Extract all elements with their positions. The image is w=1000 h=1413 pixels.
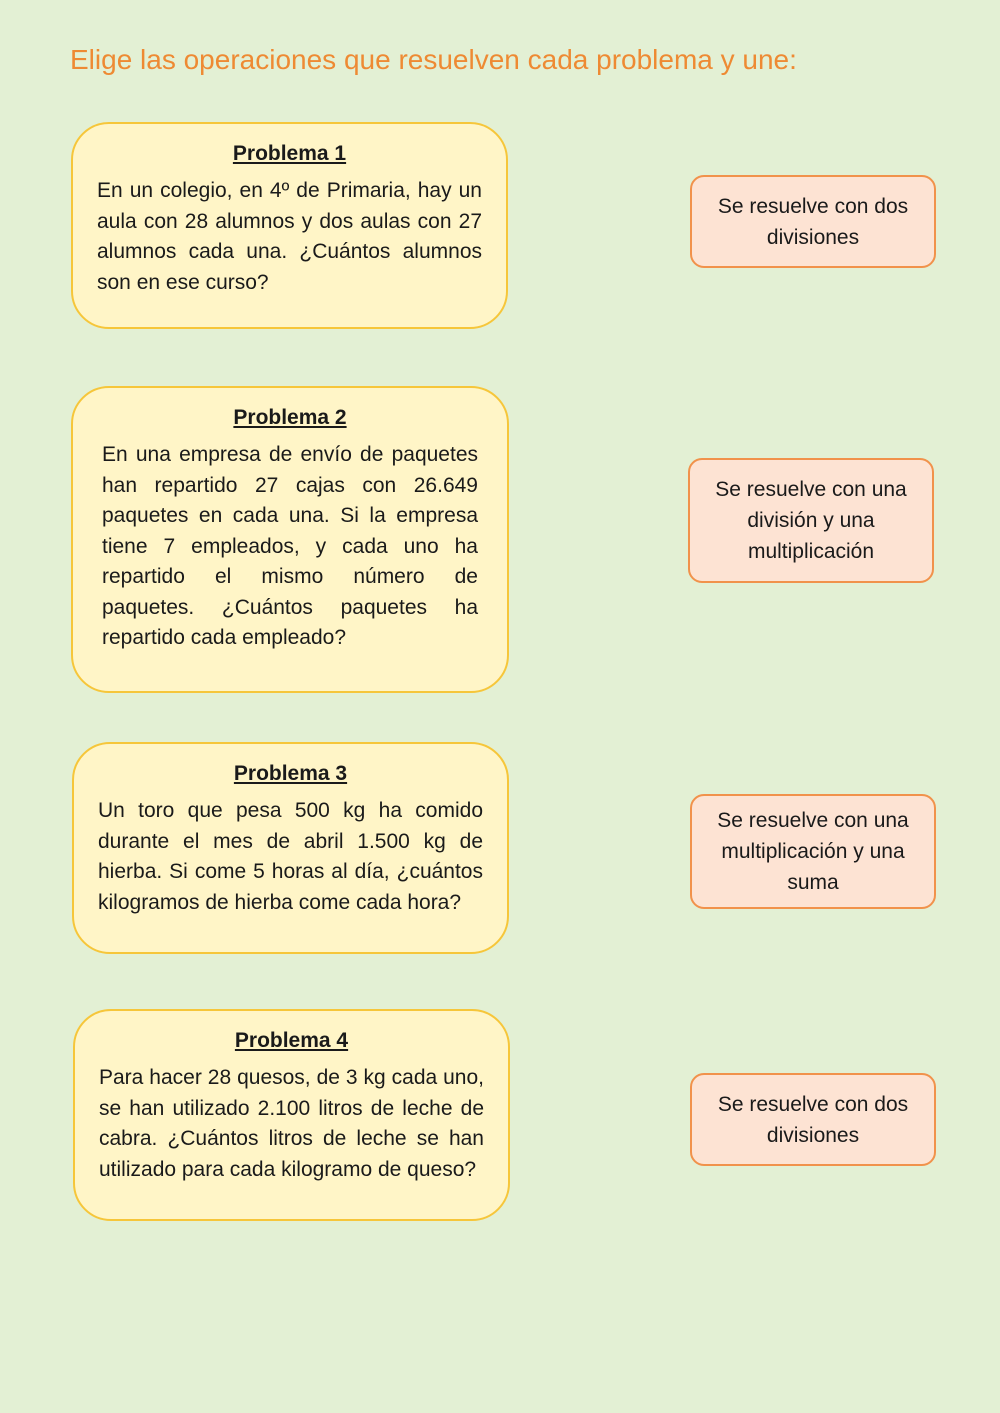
problem-card-3[interactable] [72, 742, 509, 954]
answer-card-1[interactable] [690, 175, 936, 268]
answer-card-2[interactable] [688, 458, 934, 583]
answer-text: Se resuelve con una multiplicación y una suma [717, 809, 909, 894]
problem-text: En un colegio, en 4º de Primaria, hay un aula con 28 alumnos y dos aulas con 27 alumnos cada una. ¿Cuántos alumnos son en ese curso? [97, 179, 482, 294]
answer-text: Se resuelve con una división y una multiplicación [715, 478, 907, 563]
problem-card-4[interactable] [73, 1009, 510, 1221]
answer-text: Se resuelve con dos divisiones [717, 1092, 909, 1147]
problem-title: Problema 4 [234, 1029, 349, 1052]
answer-text: Se resuelve con dos divisiones [717, 194, 909, 249]
instruction-heading: Elige las operaciones que resuelven cada problema y une: [70, 44, 797, 75]
problem-text: Un toro que pesa 500 kg ha comido durante el mes de abril 1.500 kg de hierba. Si come 5 horas al día, ¿cuántos kilogramos de hierba come cada hora? [98, 799, 483, 914]
problem-card-1[interactable] [71, 122, 508, 329]
problem-text: Para hacer 28 quesos, de 3 kg cada uno, se han utilizado 2.100 litros de leche de cabra. ¿Cuántos litros de leche se han utilizado para cada kilogramo de queso? [99, 1066, 484, 1181]
problem-text: En una empresa de envío de paquetes han repartido 27 cajas con 26.649 paquetes en cada una. Si la empresa tiene 7 empleados, y cada uno ha repartido el mismo número de paquetes. ¿Cuántos paquetes ha repartido cada empleado? [102, 443, 478, 649]
problem-title: Problema 3 [233, 762, 348, 785]
problem-title: Problema 1 [232, 142, 347, 165]
problem-card-2[interactable] [71, 386, 509, 693]
answer-card-4[interactable] [690, 1073, 936, 1166]
answer-card-3[interactable] [690, 794, 936, 909]
problem-title: Problema 2 [233, 406, 347, 429]
